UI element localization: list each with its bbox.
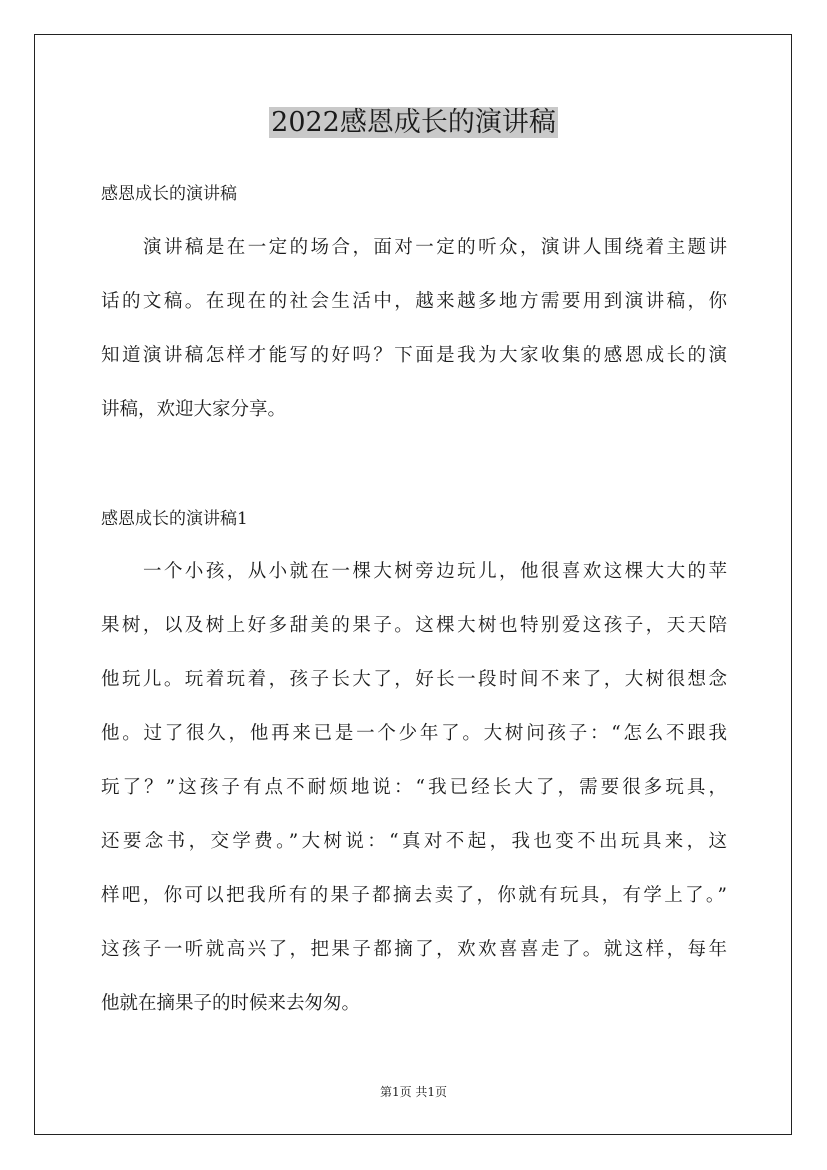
paragraph-line: 一个小孩，从小就在一棵大树旁边玩儿，他很喜欢这棵大大的苹: [143, 561, 727, 582]
paragraph-line: 样吧，你可以把我所有的果子都摘去卖了，你就有玩具，有学上了。”: [101, 885, 727, 906]
paragraph-line: 还要念书，交学费。”大树说：“真对不起，我也变不出玩具来，这: [101, 831, 727, 852]
paragraph-line: 他就在摘果子的时候来去匆匆。: [101, 993, 361, 1014]
paragraph-line: 话的文稿。在现在的社会生活中，越来越多地方需要用到演讲稿，你: [101, 291, 727, 312]
section-heading-intro: 感恩成长的演讲稿: [101, 184, 237, 204]
paragraph-line: 讲稿，欢迎大家分享。: [101, 399, 287, 420]
paragraph-line: 他。过了很久，他再来已是一个少年了。大树问孩子：“怎么不跟我: [101, 723, 727, 744]
document-title: [0, 98, 827, 148]
document-title-text: 2022感恩成长的演讲稿: [271, 107, 556, 138]
paragraph-line: 玩了？”这孩子有点不耐烦地说：“我已经长大了，需要很多玩具，: [101, 777, 727, 798]
paragraph-line: 这孩子一听就高兴了，把果子都摘了，欢欢喜喜走了。就这样，每年: [101, 939, 727, 960]
paragraph-line: 他玩儿。玩着玩着，孩子长大了，好长一段时间不来了，大树很想念: [101, 669, 727, 690]
page-footer: 第1页 共1页: [379, 1085, 448, 1099]
paragraph-line: 知道演讲稿怎样才能写的好吗？下面是我为大家收集的感恩成长的演: [101, 345, 727, 366]
paragraph-line: 演讲稿是在一定的场合，面对一定的听众，演讲人围绕着主题讲: [143, 237, 727, 258]
paragraph-line: 果树，以及树上好多甜美的果子。这棵大树也特别爱这孩子，天天陪: [101, 615, 727, 636]
section-heading-1: 感恩成长的演讲稿1: [101, 509, 248, 529]
